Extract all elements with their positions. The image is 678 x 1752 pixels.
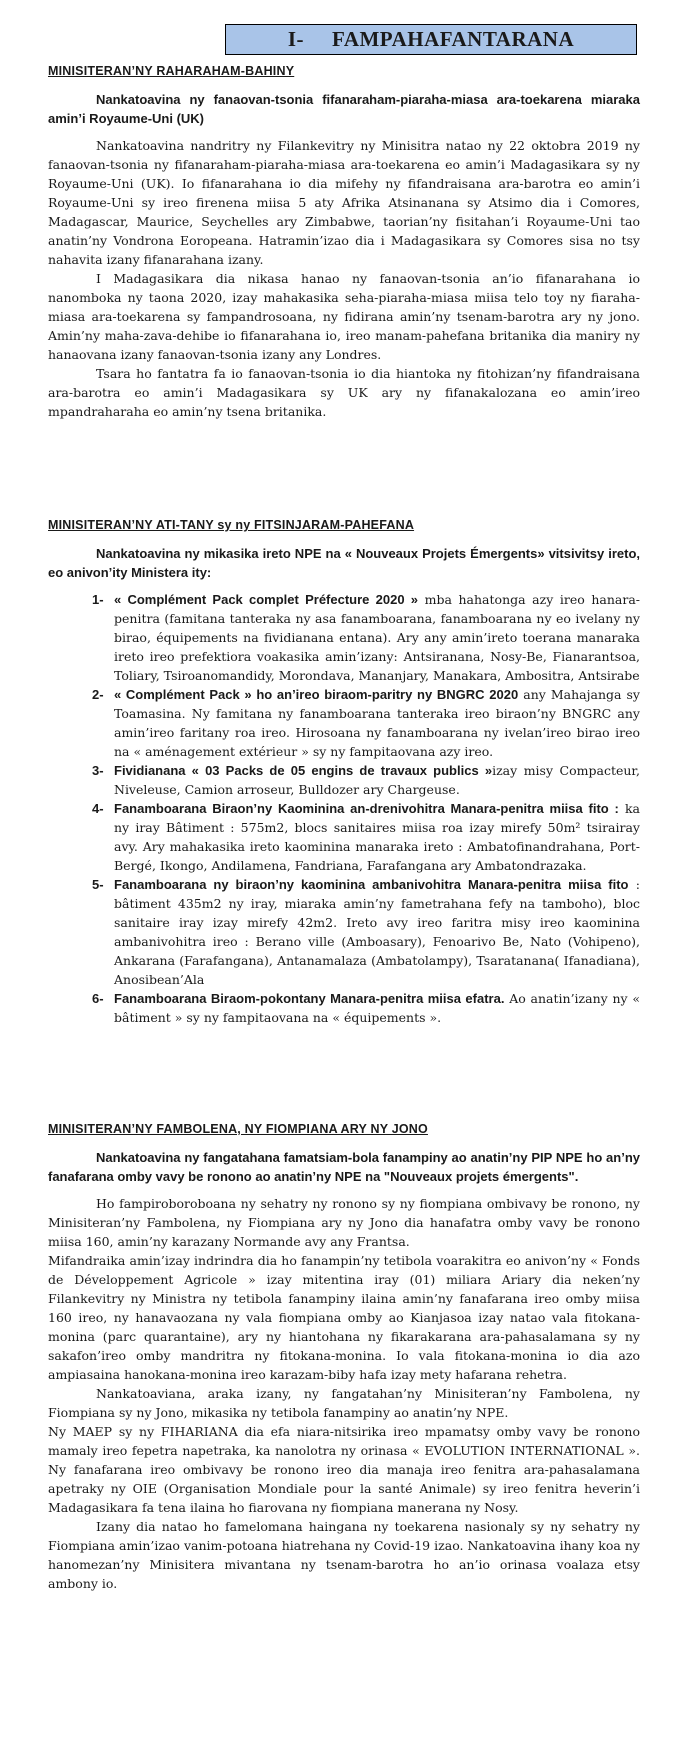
paragraph: Tsara ho fantatra fa io fanaovan-tsonia io dia hiantoka ny fitohizan’ny fifandraisana ara-barotra eo amin’i Madagasikara sy UK ary ny fifanakalozana eo amin’ireo mpandraharaha eo amin’ny tsena britanika.: [48, 366, 640, 419]
section-lead: Nankatoavina ny fangatahana famatsiam-bola fanampiny ao anatin’ny PIP NPE ho an’ny fanafarana omby vavy be ronono ao anatin’ny NPE na "Nouveaux projets émergents".: [48, 1150, 640, 1184]
item-bold: Fanamboarana Biraom-pokontany Manara-penitra miisa efatra.: [114, 991, 505, 1006]
paragraph: Ny MAEP sy ny FIHARIANA dia efa niara-nitsirika ireo mpamatsy omby vavy be ronono mamaly ireo fepetra napetraka, ka nanolotra ny orinasa « EVOLUTION INTERNATIONAL ». Ny fanafarana ireo ombivavy be ronono ireo dia manaja ireo fenitra ara-pahasalamana apetraky ny OIE (Organisation Mondiale pour la santé Animale) sy ireo fenitra heverin’i Madagasikara fa tena ilaina ho fiarovana ny fiompiana manerana ny Nosy.: [48, 1424, 640, 1515]
paragraph: I Madagasikara dia nikasa hanao ny fanaovan-tsonia an’io fifanarahana io nanomboka ny taona 2020, izay mahakasika seha-piaraha-miasa miisa telo toy ny fiaraha-miasa ara-toekarena sy fampandrosoana, ny fidirana amin’ny tsenam-barotra ary ny jono. Amin’ny maha-zava-dehibe io fifanarahana io, ireo manam-pahefana britanika dia maniry ny hanaovana izany fanaovan-tsonia izany any Londres.: [48, 271, 640, 362]
item-text: any Mahajanga sy Toamasina. Ny famitana ny fanamboarana tanteraka ireo biraon’ny BNGRC any amin’ireo faritany roa ireo. Hirosoana ny fanamboarana ny ivelan’ireo birao ireo na « aménagement extérieur » sy ny fampitaovana azy ireo.: [114, 687, 640, 759]
item-number: 6-: [92, 991, 104, 1006]
list-item: [92, 875, 640, 989]
title-number: I-: [287, 27, 305, 51]
item-number: 3-: [92, 763, 104, 778]
list-item: [92, 799, 640, 875]
paragraph: Izany dia natao ho famelomana haingana ny toekarena nasionaly sy ny sehatry ny Fiompiana amin’izao vanim-potoana hiatrehana ny Covid-19 izao. Nankatoavina ihany koa ny hanomezan’ny Minisitera mivantana ny tsenam-barotra ho an’io orinasa voalaza etsy ambony io.: [48, 1519, 640, 1591]
item-text: ka ny iray Bâtiment : 575m2, blocs sanitaires miisa roa izay mirefy 50m² tsirairay avy. Ary mahakasika ireto kaominina manaraka ireto : Ambatofinandrahana, Port-Bergé, Ikongo, Andilamena, Fandriana, Farafangana ary Ambatondrazaka.: [114, 801, 640, 873]
item-text: Ao anatin’izany ny « bâtiment » sy ny fampitaovana na « équipements ».: [114, 991, 641, 1025]
item-bold: Fanamboarana ny biraon’ny kaominina ambanivohitra Manara-penitra miisa fito: [114, 877, 629, 892]
item-bold: Fividianana « 03 Packs de 05 engins de travaux publics »: [114, 763, 493, 778]
item-bold: « Complément Pack » ho an’ireo biraom-paritry ny BNGRC 2020: [114, 687, 519, 702]
section-lead: Nankatoavina ny mikasika ireto NPE na « Nouveaux Projets Émergents» vitsivitsy ireto, eo anivon’ity Ministera ity:: [48, 546, 640, 580]
paragraph: Mifandraika amin’izay indrindra dia ho fanampin’ny tetibola voarakitra eo anivon’ny « Fonds de Développement Agricole » izay mitentina iray (01) miliara Ariary dia neken’ny Filankevitry ny Ministra ny tetibola fanampiny ilaina amin’ny fanafarana ireo omby miisa 160 ireo, ny hanavaozana ny vala fiompiana omby ao Kianjasoa izay natao vala fitokana-monina (parc quarantaine), ary ny hiantohana ny fikarakarana ara-pahasalamana sy ny sakafon’ireo omby mandritra ny fitokana-monina. Io vala fitokana-monina io dia azo ampiasaina hanokana-monina ireo karazam-biby hafa izay mety hafarana rehetra.: [48, 1253, 640, 1382]
list-item: [92, 685, 640, 761]
item-text: : bâtiment 435m2 ny iray, miaraka amin’ny fametrahana fefy na tamboho), bloc sanitaire iray izay mirefy 42m2. Ireto avy ireo faritra misy ireo kaominina ambanivohitra ireo : Berano ville (Amboasary), Fenoarivo Be, Nato (Vohipeno), Ankarana (Farafangana), Antanamalaza (Ambatolampy), Tsaratanana( Ifanadiana), Anosibean’Ala: [114, 877, 640, 987]
title-text: FAMPAHAFANTARANA: [332, 27, 575, 51]
paragraph: Ho fampiroboroboana ny sehatry ny ronono sy ny fiompiana ombivavy be ronono, ny Minisiteran’ny Fambolena, ny Fiompiana ary ny Jono dia hanafatra omby vavy be ronono miisa 160, amin’ny karazany Normande avy any Frantsa.: [48, 1196, 640, 1249]
item-number: 1-: [92, 592, 104, 607]
section-heading: MINISITERAN’NY ATI-TANY sy ny FITSINJARAM-PAHEFANA: [48, 518, 415, 532]
list-item: [92, 761, 640, 799]
item-number: 5-: [92, 877, 104, 892]
list-item: [92, 989, 640, 1027]
section-heading: MINISITERAN’NY FAMBOLENA, NY FIOMPIANA ARY NY JONO: [48, 1122, 428, 1136]
document-title-bar: [225, 24, 637, 55]
item-bold: Fanamboarana Biraon’ny Kaominina an-drenivohitra Manara-penitra miisa fito :: [114, 801, 619, 816]
item-text: mba hahatonga azy ireo hanara-penitra (famitana tanteraka ny asa fanamboarana, fanamboarana ny eo ivelany ny birao, équipements na fividianana entana). Ary any amin’ireto toerana manaraka ireto ireo prefektiora voakasika amin’izany: Antsiranana, Nosy-Be, Fianarantsoa, Toliary, Tsiroanomandidy, Morondava, Mananjary, Manakara, Ambositra, Antsirabe: [114, 592, 640, 683]
item-number: 4-: [92, 801, 104, 816]
paragraph: Nankatoaviana, araka izany, ny fangatahan’ny Minisiteran’ny Fambolena, ny Fiompiana sy ny Jono, mikasika ny tetibola fanampiny ao anatin’ny NPE.: [48, 1386, 640, 1420]
project-list: [48, 590, 640, 1027]
section-lead: Nankatoavina ny fanaovan-tsonia fifanaraham-piaraha-miasa ara-toekarena miaraka amin’i Royaume-Uni (UK): [48, 92, 640, 126]
paragraph: Nankatoavina nandritry ny Filankevitry ny Minisitra natao ny 22 oktobra 2019 ny fanaovan-tsonia ny fifanaraham-piaraha-miasa ara-toekarena eo amin’i Madagasikara sy ny Royaume-Uni (UK). Io fifanarahana io dia mifehy ny fifandraisana ara-barotra eo amin’i Royaume-Uni sy ireo firenena miisa 5 aty Afrika Atsinanana sy Atsimo dia i Comores, Madagascar, Maurice, Seychelles ary Zimbabwe, taorian’ny fisitahan’i Royaume-Uni tao anatin’ny Vondrona Eoropeana. Hatramin’izao dia i Madagasikara sy Comores sisa no tsy nahavita izany fifanarahana izany.: [48, 138, 640, 267]
section-agriculture: [48, 1122, 640, 1593]
section-foreign-affairs: [48, 64, 640, 421]
list-item: [92, 590, 640, 685]
item-text: izay misy Compacteur, Niveleuse, Camion arroseur, Bulldozer ary Chargeuse.: [114, 763, 640, 797]
item-bold: « Complément Pack complet Préfecture 2020 »: [114, 592, 419, 607]
item-number: 2-: [92, 687, 104, 702]
section-heading: MINISITERAN’NY RAHARAHAM-BAHINY: [48, 64, 295, 78]
section-territory: [48, 518, 640, 1027]
